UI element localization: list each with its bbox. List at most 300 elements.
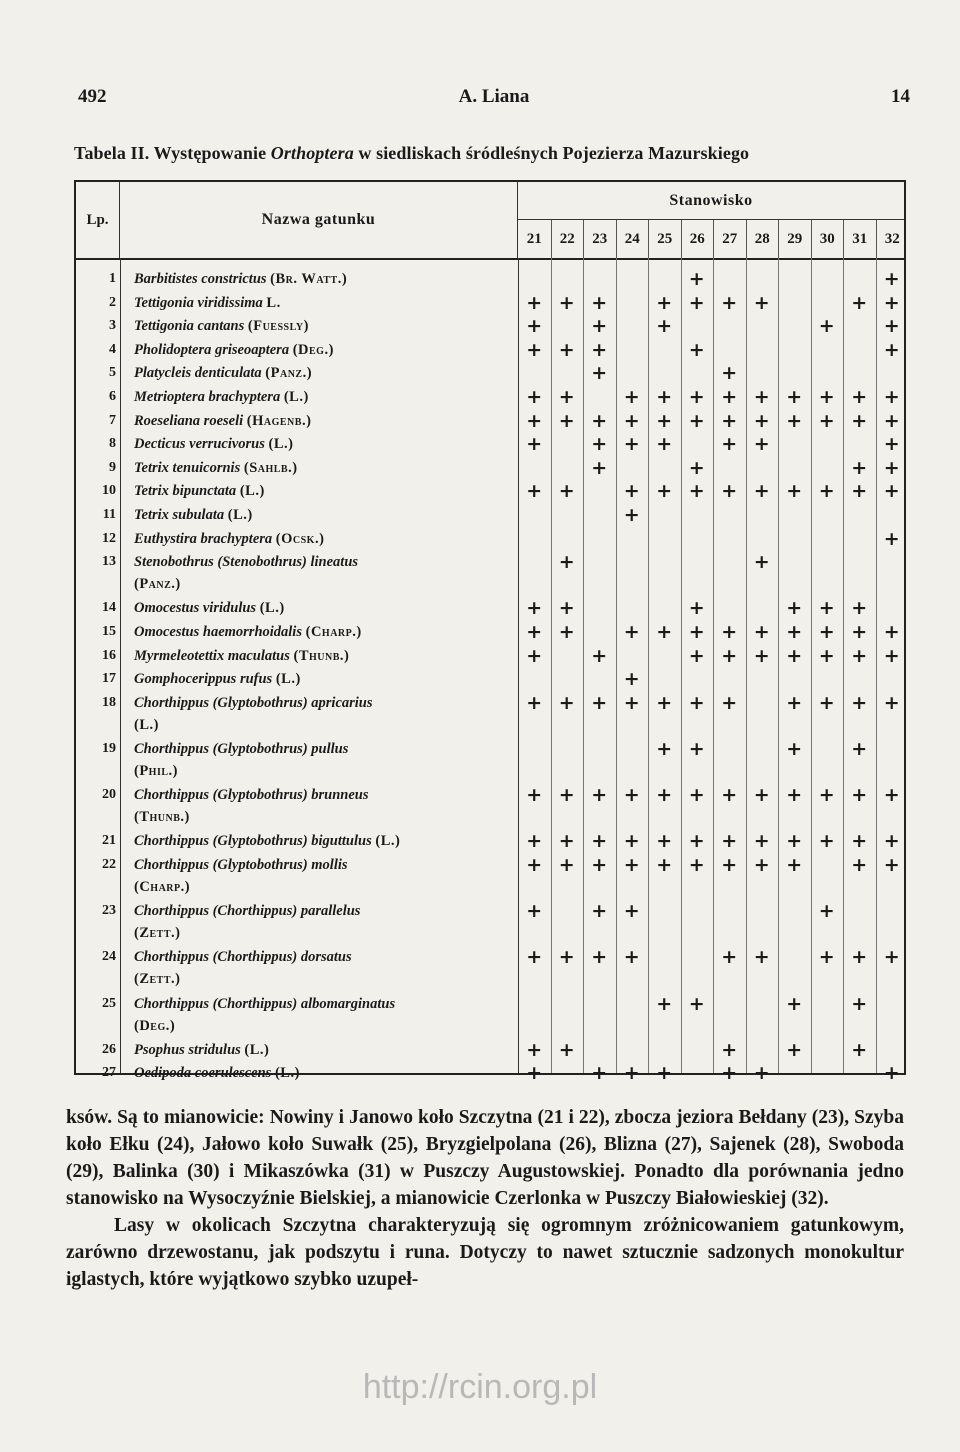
presence-mark: + — [623, 784, 640, 807]
presence-mark — [681, 362, 714, 384]
presence-mark — [843, 433, 876, 455]
presence-mark — [713, 528, 746, 550]
species-name — [134, 268, 514, 290]
row-number: 15 — [102, 624, 116, 639]
presence-cells — [518, 900, 904, 922]
presence-mark — [713, 597, 746, 619]
presence-mark: + — [721, 1062, 738, 1085]
presence-mark — [518, 993, 551, 1015]
species-author: (L.) — [227, 507, 253, 523]
species-latin-name: Tettigonia viridissima — [134, 294, 263, 311]
presence-mark — [843, 315, 876, 337]
species-author: (Thunb.) — [293, 647, 350, 664]
site-number-header: 32 — [876, 220, 909, 258]
row-number: 4 — [109, 341, 116, 357]
presence-mark: + — [818, 480, 835, 503]
presence-mark: + — [818, 900, 835, 923]
site-number-header: 30 — [811, 220, 844, 258]
presence-mark: + — [786, 992, 803, 1015]
presence-cells — [518, 668, 904, 690]
presence-mark — [746, 1039, 779, 1061]
presence-mark — [843, 1062, 876, 1084]
presence-mark — [811, 993, 844, 1015]
presence-mark: + — [818, 386, 835, 408]
presence-mark: + — [656, 691, 673, 714]
site-number-header: 31 — [843, 220, 876, 258]
presence-mark — [648, 1039, 681, 1061]
presence-mark — [681, 433, 714, 455]
presence-mark: + — [818, 621, 835, 643]
presence-mark — [811, 504, 844, 526]
presence-mark: + — [558, 854, 575, 876]
species-latin-name: Omocestus viridulus — [134, 600, 257, 617]
presence-mark — [583, 528, 616, 550]
presence-mark — [616, 551, 649, 573]
row-number: 5 — [109, 365, 116, 381]
presence-mark — [681, 900, 714, 922]
presence-mark: + — [656, 738, 673, 760]
site-number-header: 26 — [681, 220, 714, 258]
presence-mark: + — [721, 433, 738, 456]
presence-mark: + — [721, 830, 738, 853]
row-number: 27 — [102, 1065, 116, 1081]
table-row — [76, 1062, 904, 1084]
table-row — [76, 339, 904, 361]
presence-mark: + — [623, 900, 640, 923]
presence-mark — [648, 268, 681, 290]
species-name — [134, 386, 514, 408]
table-row — [76, 551, 904, 593]
presence-mark: + — [688, 386, 705, 408]
presence-mark — [681, 668, 714, 690]
paragraph: ksów. Są to mianowicie: Nowiny i Janowo koło Szczytna (21 i 22), zbocza jeziora Bełdany (23), Szyba koło Ełku (24), Jałowo koło Suwałk (25), Bryzgielpolana (26), Blizna (27), Sajenek (28), Swoboda (29), Balinka (30) i Mikaszówka (31) w Puszczy Augustowskiej. Ponadto dla porównania jedno stanowisko na Wysoczyźnie Bielskiej, a mianowicie Czerlonka w Puszczy Białowieskiej (32). — [66, 1107, 904, 1209]
presence-cells — [518, 480, 904, 502]
row-number: 11 — [102, 507, 116, 522]
row-number: 19 — [102, 741, 116, 756]
presence-mark: + — [688, 621, 705, 643]
site-number-header: 25 — [648, 220, 681, 258]
species-latin-name: Oedipoda coerulescens — [134, 1065, 272, 1082]
presence-mark: + — [688, 854, 705, 876]
presence-mark: + — [558, 621, 575, 643]
presence-mark: + — [818, 691, 835, 714]
presence-mark: + — [526, 691, 543, 714]
presence-mark — [551, 668, 584, 690]
presence-mark: + — [623, 830, 640, 853]
watermark: http://rcin.org.pl — [362, 1368, 598, 1406]
presence-mark: + — [753, 386, 770, 408]
presence-cells — [518, 784, 904, 806]
presence-mark: + — [591, 830, 608, 853]
site-number-header: 22 — [551, 220, 584, 258]
table-row — [76, 528, 904, 550]
presence-mark — [648, 668, 681, 690]
presence-mark — [551, 504, 584, 526]
table-row — [76, 900, 904, 942]
presence-cells — [518, 1062, 904, 1084]
row-number: 13 — [102, 554, 116, 570]
species-latin-name: Barbitistes constrictus — [134, 271, 267, 287]
table-row — [76, 830, 904, 852]
species-name — [134, 738, 514, 760]
table-row — [76, 1039, 904, 1061]
presence-mark — [713, 457, 746, 479]
presence-cells — [518, 457, 904, 479]
presence-mark — [551, 528, 584, 550]
presence-mark — [778, 668, 811, 690]
presence-mark — [843, 528, 876, 550]
species-latin-name: Roeseliana roeseli — [134, 412, 244, 429]
presence-mark — [811, 457, 844, 479]
presence-mark: + — [753, 1062, 770, 1085]
presence-mark — [648, 528, 681, 550]
species-name — [134, 621, 514, 643]
species-latin-name: Chorthippus (Glyptobothrus) apricarius — [134, 694, 373, 711]
presence-mark — [746, 900, 779, 922]
presence-mark: + — [721, 854, 738, 876]
presence-mark: + — [591, 456, 608, 479]
presence-mark — [583, 268, 616, 290]
presence-mark — [876, 1039, 909, 1061]
presence-mark — [843, 362, 876, 384]
presence-mark — [583, 480, 616, 502]
site-number-header: 24 — [616, 220, 649, 258]
presence-mark — [778, 433, 811, 455]
presence-mark: + — [786, 784, 803, 807]
presence-cells — [518, 854, 904, 876]
presence-cells — [518, 528, 904, 550]
presence-mark — [551, 362, 584, 384]
presence-cells — [518, 1039, 904, 1061]
presence-cells — [518, 993, 904, 1015]
caption-suffix: w siedliskach śródleśnych Pojezierza Mazurskiego — [353, 143, 750, 163]
presence-mark: + — [883, 854, 900, 876]
presence-mark: + — [851, 946, 868, 969]
presence-mark: + — [851, 291, 868, 314]
presence-mark — [551, 993, 584, 1015]
header-sites: Stanowisko — [518, 182, 904, 220]
row-number: 12 — [102, 530, 116, 546]
presence-mark — [876, 668, 909, 690]
presence-mark — [681, 946, 714, 968]
presence-mark: + — [721, 409, 738, 432]
presence-mark: + — [526, 480, 543, 503]
presence-mark — [616, 597, 649, 619]
presence-cells — [518, 946, 904, 968]
table-row — [76, 946, 904, 988]
presence-mark — [843, 268, 876, 290]
table-row — [76, 992, 904, 1034]
species-name — [134, 692, 514, 714]
table-row — [76, 480, 904, 502]
species-name — [134, 551, 514, 573]
presence-mark: + — [883, 268, 900, 290]
presence-mark: + — [623, 386, 640, 408]
row-number: 9 — [109, 459, 116, 475]
presence-mark — [746, 315, 779, 337]
presence-mark — [811, 292, 844, 314]
row-number: 26 — [102, 1041, 116, 1057]
species-latin-name: Platycleis denticulata — [134, 365, 262, 382]
species-latin-name: Chorthippus (Glyptobothrus) brunneus — [134, 787, 369, 804]
presence-mark: + — [753, 830, 770, 853]
presence-mark — [778, 551, 811, 573]
table-row — [76, 457, 904, 479]
presence-cells — [518, 597, 904, 619]
presence-mark — [746, 457, 779, 479]
presence-mark — [778, 900, 811, 922]
presence-mark: + — [526, 338, 543, 361]
presence-cells — [518, 315, 904, 337]
species-author: (L.) — [375, 833, 401, 850]
presence-mark: + — [526, 830, 543, 853]
presence-mark — [746, 362, 779, 384]
presence-mark — [876, 993, 909, 1015]
presence-mark: + — [721, 1038, 738, 1061]
species-latin-name: Chorthippus (Chorthippus) parallelus — [134, 903, 361, 920]
species-name — [134, 315, 514, 337]
presence-mark — [876, 597, 909, 619]
running-author: A. Liana — [458, 86, 530, 107]
presence-mark — [778, 292, 811, 314]
table-row — [76, 597, 904, 619]
presence-mark: + — [688, 291, 705, 314]
row-number: 1 — [109, 271, 116, 286]
issue-number: 14 — [891, 86, 910, 107]
presence-mark: + — [656, 386, 673, 408]
presence-mark: + — [786, 597, 803, 620]
presence-mark — [551, 315, 584, 337]
presence-mark — [616, 1039, 649, 1061]
presence-mark: + — [753, 784, 770, 807]
presence-mark — [778, 946, 811, 968]
row-number: 17 — [102, 671, 116, 687]
presence-mark: + — [753, 621, 770, 643]
presence-mark — [648, 504, 681, 526]
presence-cells — [518, 504, 904, 526]
presence-mark: + — [851, 386, 868, 408]
presence-mark — [713, 268, 746, 290]
presence-mark: + — [753, 291, 770, 314]
presence-mark — [681, 1039, 714, 1061]
presence-mark: + — [721, 946, 738, 969]
species-latin-name: Chorthippus (Glyptobothrus) mollis — [134, 857, 348, 873]
presence-mark: + — [883, 456, 900, 479]
presence-mark — [551, 268, 584, 290]
presence-mark: + — [526, 386, 543, 408]
table-row — [76, 315, 904, 337]
presence-mark: + — [851, 738, 868, 760]
species-latin-name: Psophus stridulus — [134, 1041, 241, 1058]
row-number: 23 — [102, 903, 116, 919]
table-row — [76, 645, 904, 667]
presence-mark — [583, 551, 616, 573]
presence-mark — [746, 738, 779, 760]
species-name — [134, 1039, 514, 1061]
presence-mark — [518, 551, 551, 573]
presence-mark — [648, 339, 681, 361]
presence-mark: + — [753, 409, 770, 432]
presence-mark: + — [818, 315, 835, 338]
presence-mark: + — [558, 386, 575, 408]
presence-mark: + — [721, 621, 738, 643]
species-latin-name: Gomphocerippus rufus — [134, 671, 273, 688]
presence-mark: + — [623, 854, 640, 876]
presence-mark: + — [688, 830, 705, 853]
presence-mark — [713, 993, 746, 1015]
presence-mark: + — [721, 691, 738, 714]
presence-mark: + — [591, 784, 608, 807]
presence-mark: + — [656, 830, 673, 853]
presence-mark — [583, 668, 616, 690]
presence-mark: + — [753, 433, 770, 456]
presence-mark: + — [558, 291, 575, 314]
presence-mark: + — [526, 1062, 543, 1085]
presence-mark — [648, 946, 681, 968]
species-author: (Hagenb.) — [246, 412, 312, 429]
presence-mark — [843, 551, 876, 573]
row-number: 18 — [102, 694, 116, 710]
presence-mark — [811, 738, 844, 760]
presence-mark: + — [883, 433, 900, 456]
presence-mark — [876, 362, 909, 384]
presence-mark — [811, 362, 844, 384]
presence-mark: + — [753, 480, 770, 503]
presence-mark — [746, 668, 779, 690]
presence-mark: + — [851, 480, 868, 503]
presence-mark — [778, 315, 811, 337]
presence-mark — [616, 339, 649, 361]
presence-mark: + — [786, 854, 803, 876]
presence-mark — [811, 551, 844, 573]
presence-mark: + — [818, 830, 835, 853]
presence-mark — [648, 900, 681, 922]
presence-cells — [518, 621, 904, 643]
presence-mark: + — [753, 854, 770, 876]
presence-mark: + — [558, 784, 575, 807]
presence-mark: + — [591, 409, 608, 432]
presence-mark — [681, 315, 714, 337]
presence-mark — [616, 315, 649, 337]
table-row — [76, 433, 904, 455]
presence-mark — [681, 551, 714, 573]
presence-mark: + — [753, 551, 770, 574]
presence-mark — [648, 551, 681, 573]
table-row — [76, 621, 904, 643]
presence-mark: + — [623, 433, 640, 456]
presence-mark — [778, 268, 811, 290]
species-name — [134, 900, 514, 922]
species-author-continued: (Deg.) — [134, 1017, 176, 1034]
species-author: (Br. Watt.) — [270, 271, 348, 287]
presence-mark: + — [591, 691, 608, 714]
site-number-header: 28 — [746, 220, 779, 258]
presence-mark: + — [818, 409, 835, 432]
presence-mark: + — [656, 621, 673, 643]
species-author: (Sahlb.) — [243, 459, 298, 476]
presence-mark — [616, 993, 649, 1015]
presence-mark: + — [883, 784, 900, 807]
presence-mark: + — [558, 946, 575, 969]
species-latin-name: Chorthippus (Chorthippus) dorsatus — [134, 949, 352, 966]
presence-mark — [713, 504, 746, 526]
species-name — [134, 480, 514, 502]
presence-mark: + — [883, 338, 900, 361]
row-number: 10 — [102, 483, 116, 499]
presence-mark: + — [818, 597, 835, 620]
row-number: 21 — [102, 833, 116, 849]
presence-mark: + — [883, 386, 900, 408]
table-row — [76, 668, 904, 690]
presence-mark: + — [591, 854, 608, 876]
presence-mark: + — [526, 291, 543, 314]
presence-mark: + — [623, 621, 640, 643]
body-text — [66, 1104, 904, 1293]
presence-mark — [518, 528, 551, 550]
species-name — [134, 668, 514, 690]
presence-mark: + — [526, 597, 543, 620]
row-number: 20 — [102, 787, 116, 803]
table-caption — [74, 143, 910, 164]
presence-mark — [811, 668, 844, 690]
presence-mark — [518, 668, 551, 690]
presence-mark: + — [688, 784, 705, 807]
caption-prefix: Tabela II. Występowanie — [74, 143, 271, 163]
presence-mark: + — [851, 644, 868, 667]
presence-mark: + — [688, 480, 705, 503]
presence-mark: + — [688, 456, 705, 479]
presence-mark: + — [851, 409, 868, 432]
presence-mark — [811, 433, 844, 455]
species-name — [134, 362, 514, 384]
presence-mark — [583, 597, 616, 619]
presence-mark — [843, 504, 876, 526]
presence-mark: + — [851, 784, 868, 807]
row-number: 2 — [109, 294, 116, 310]
presence-mark: + — [851, 830, 868, 853]
presence-mark: + — [558, 480, 575, 503]
presence-mark: + — [883, 315, 900, 338]
running-header — [78, 86, 910, 114]
species-author: (Charp.) — [305, 624, 362, 640]
species-author-continued: (L.) — [134, 716, 159, 733]
presence-mark — [583, 1039, 616, 1061]
presence-mark — [843, 668, 876, 690]
row-number: 6 — [109, 389, 116, 404]
presence-mark: + — [656, 992, 673, 1015]
presence-mark: + — [623, 409, 640, 432]
presence-mark: + — [558, 1038, 575, 1061]
presence-mark: + — [786, 691, 803, 714]
presence-mark — [551, 457, 584, 479]
presence-mark: + — [851, 854, 868, 876]
row-number: 25 — [102, 995, 116, 1011]
presence-mark: + — [883, 409, 900, 432]
presence-mark — [811, 268, 844, 290]
table-row — [76, 292, 904, 314]
presence-mark — [746, 504, 779, 526]
presence-cells — [518, 830, 904, 852]
presence-mark: + — [688, 992, 705, 1015]
header-species-name: Nazwa gatunku — [120, 182, 518, 258]
species-author: (Fuessly) — [247, 318, 309, 335]
header-site-numbers — [518, 220, 904, 258]
presence-mark — [713, 900, 746, 922]
species-author: L. — [266, 294, 281, 311]
species-latin-name: Chorthippus (Glyptobothrus) biguttulus — [134, 833, 372, 850]
presence-cells — [518, 362, 904, 384]
presence-mark — [583, 621, 616, 643]
